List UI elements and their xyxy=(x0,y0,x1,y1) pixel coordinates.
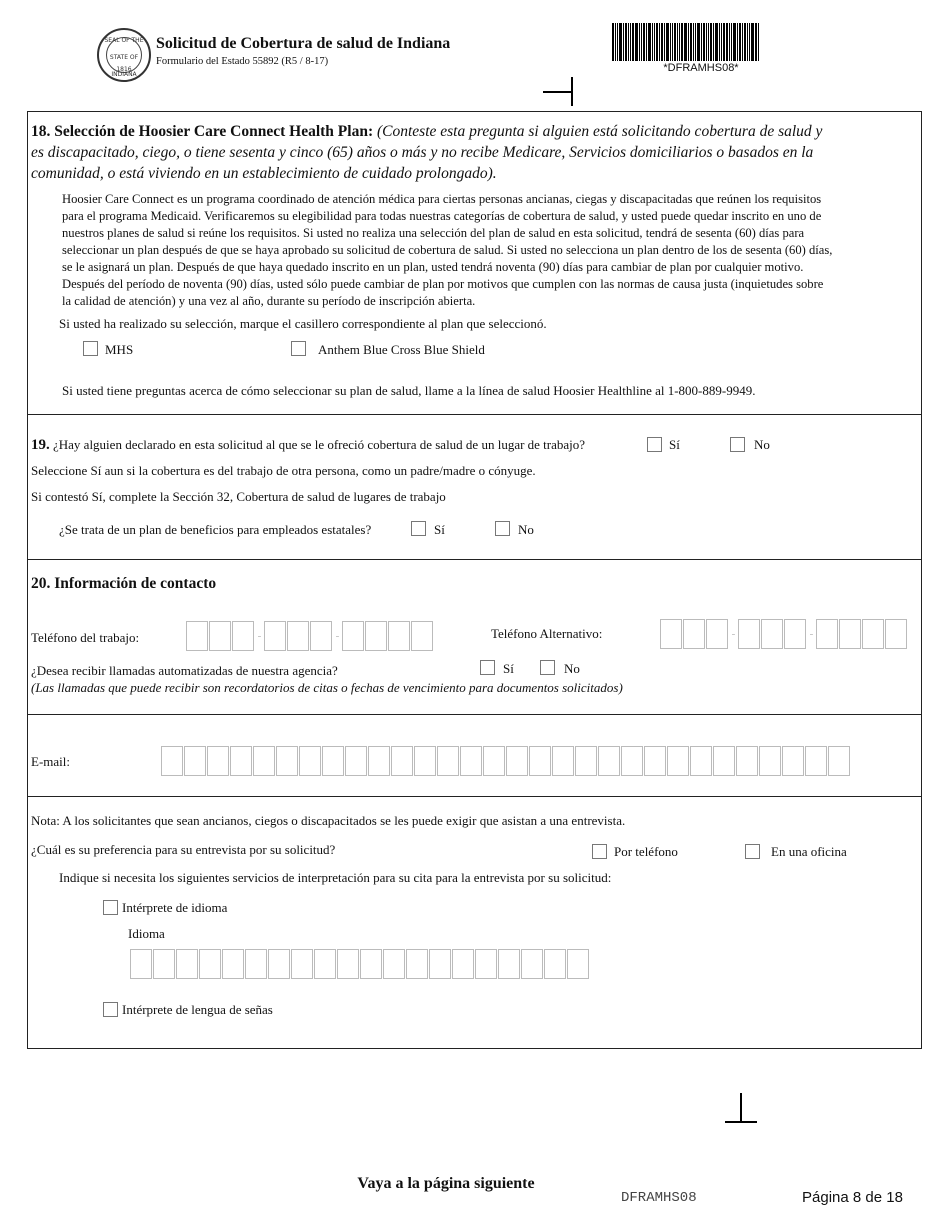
paragraph-line: para el programa Medicaid. Verificaremos su elegibilidad para todas nuestras categorías de cobertura de salud, y usted puede quedar inscrito en uno de xyxy=(62,209,822,223)
auto-calls-yes-label: Sí xyxy=(503,661,514,676)
phone-separator: - xyxy=(809,628,814,640)
section-18-heading xyxy=(31,121,916,184)
language-interpreter-label: Intérprete de idioma xyxy=(122,900,228,915)
work-phone-input[interactable] xyxy=(186,621,434,651)
section-18 xyxy=(27,111,922,415)
section-19-note-1: Seleccione Sí aun si la cobertura es del trabajo de otra persona, como un padre/madre o cónyuge. xyxy=(31,463,536,478)
paragraph-line: Hoosier Care Connect es un programa coordinado de atención médica para ciertas personas ancianas, ciegas y discapacitadas que reúnen los requisitos xyxy=(62,192,822,206)
page-number: Página 8 de 18 xyxy=(802,1189,903,1206)
interview-phone-checkbox[interactable] xyxy=(592,844,607,859)
employer-coverage-no-label: No xyxy=(754,437,770,452)
auto-calls-no-checkbox[interactable] xyxy=(540,660,555,675)
mhs-checkbox[interactable] xyxy=(83,341,98,356)
barcode xyxy=(612,23,790,61)
language-input[interactable] xyxy=(130,949,590,979)
paragraph-line: nuestros planes de salud si reúne los requisitos. Si usted no realiza una selección del plan de salud en esta solicitud, tendrá de sesenta (60) días para xyxy=(62,226,805,240)
section-20 xyxy=(27,559,922,715)
seal-year: 1816 xyxy=(116,66,132,73)
state-seal xyxy=(97,28,151,82)
email-input[interactable] xyxy=(161,746,851,776)
next-page-text: Vaya a la página siguiente xyxy=(357,1175,535,1192)
employer-coverage-yes-label: Sí xyxy=(669,437,680,452)
state-plan-question: ¿Se trata de un plan de beneficios para empleados estatales? xyxy=(59,522,372,537)
state-plan-yes-checkbox[interactable] xyxy=(411,521,426,536)
phone-separator: - xyxy=(731,628,736,640)
employer-coverage-no-checkbox[interactable] xyxy=(730,437,745,452)
section-18-condition-1: (Conteste esta pregunta si alguien está solicitando cobertura de salud y xyxy=(376,123,823,140)
crop-mark-bottom-vertical xyxy=(740,1093,742,1122)
auto-calls-yes-checkbox[interactable] xyxy=(480,660,495,675)
seal-text: SEAL OF THE STATE OF INDIANA xyxy=(104,37,144,78)
state-plan-no-checkbox[interactable] xyxy=(495,521,510,536)
section-20-heading: 20. Información de contacto xyxy=(31,575,217,592)
language-label: Idioma xyxy=(128,926,165,941)
section-18-condition-2: es discapacitado, ciego, o tiene sesenta y cinco (65) años o más y no recibe Medicare, Servicios domiciliarios o basados en la xyxy=(31,144,814,161)
interview-phone-label: Por teléfono xyxy=(614,844,678,859)
phone-separator: - xyxy=(257,630,262,642)
auto-calls-note: (Las llamadas que puede recibir son recordatorios de citas o fechas de vencimiento para documentos solicitados) xyxy=(31,680,623,695)
language-interpreter-checkbox[interactable] xyxy=(103,900,118,915)
paragraph-line: Después del período de noventa (90) días, usted sólo puede cambiar de plan por motivos que cumplen con las normas de causa justa (inquietudes sobre xyxy=(62,277,824,291)
state-plan-no-label: No xyxy=(518,522,534,537)
plan-selection-instruction: Si usted ha realizado su selección, marque el casillero correspondiente al plan que seleccionó. xyxy=(59,316,547,331)
auto-calls-question: ¿Desea recibir llamadas automatizadas de nuestra agencia? xyxy=(31,663,338,678)
section-19 xyxy=(27,414,922,560)
email-label: E-mail: xyxy=(31,754,70,769)
interpretation-instruction: Indique si necesita los siguientes servicios de interpretación para su cita para la entrevista por su solicitud: xyxy=(59,870,612,885)
footer-form-code: DFRAMHS08 xyxy=(621,1190,697,1206)
interview-office-label: En una oficina xyxy=(771,844,847,859)
section-18-title: 18. Selección de Hoosier Care Connect Health Plan: xyxy=(31,123,374,140)
state-plan-yes-label: Sí xyxy=(434,522,445,537)
form-title: Solicitud de Cobertura de salud de Indiana xyxy=(156,35,451,52)
form-number: Formulario del Estado 55892 (R5 / 8-17) xyxy=(156,56,329,67)
alt-phone-label: Teléfono Alternativo: xyxy=(491,626,603,641)
phone-separator: - xyxy=(335,630,340,642)
paragraph-line: la calidad de atención) y una vez al año, durante su período de inscripción abierta. xyxy=(62,294,476,308)
crop-mark-top-vertical xyxy=(571,77,573,106)
section-19-note-2: Si contestó Sí, complete la Sección 32, Cobertura de salud de lugares de trabajo xyxy=(31,489,446,504)
sign-interpreter-label: Intérprete de lengua de señas xyxy=(122,1002,273,1017)
crop-mark-top xyxy=(543,91,573,93)
alt-phone-input[interactable] xyxy=(660,619,908,649)
helpline-text: Si usted tiene preguntas acerca de cómo seleccionar su plan de salud, llame a la línea de salud Hoosier Healthline al 1-800-889-9949. xyxy=(62,383,756,398)
work-phone-label: Teléfono del trabajo: xyxy=(31,630,140,645)
section-18-paragraph xyxy=(62,191,922,310)
anthem-checkbox[interactable] xyxy=(291,341,306,356)
interview-note: Nota: A los solicitantes que sean ancianos, ciegos o discapacitados se les puede exigir que asistan a una entrevista. xyxy=(31,813,626,828)
employer-coverage-yes-checkbox[interactable] xyxy=(647,437,662,452)
section-19-question-row xyxy=(31,436,585,454)
employer-coverage-question: ¿Hay alguien declarado en esta solicitud al que se le ofreció cobertura de salud de un lugar de trabajo? xyxy=(53,437,586,452)
auto-calls-no-label: No xyxy=(564,661,580,676)
mhs-label: MHS xyxy=(105,342,134,357)
paragraph-line: seleccionar un plan después de que se haya aprobado su solicitud de cobertura de salud. Si usted no selecciona un plan dentro de los de sesenta (60) días, xyxy=(62,243,833,257)
section-18-condition-3: comunidad, o está viviendo en un establecimiento de cuidado prolongado). xyxy=(31,165,497,182)
anthem-label: Anthem Blue Cross Blue Shield xyxy=(318,342,485,357)
barcode-text: *DFRAMHS08* xyxy=(663,62,739,74)
interview-section xyxy=(27,796,922,1049)
sign-interpreter-checkbox[interactable] xyxy=(103,1002,118,1017)
interview-preference-question: ¿Cuál es su preferencia para su entrevista por su solicitud? xyxy=(31,842,336,857)
interview-office-checkbox[interactable] xyxy=(745,844,760,859)
email-section xyxy=(27,714,922,797)
section-19-number: 19. xyxy=(31,437,50,453)
paragraph-line: se le asignará un plan. Después de que haya quedado inscrito en un plan, usted tendrá noventa (90) días para cambiar de plan por cualquier motivo. xyxy=(62,260,804,274)
